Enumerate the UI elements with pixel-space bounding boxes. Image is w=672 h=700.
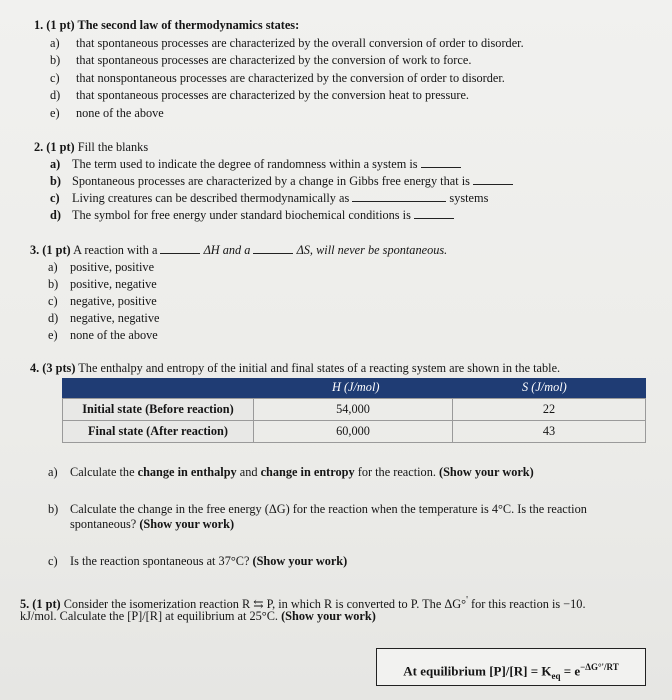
q1-option-d: d) that spontaneous processes are characterized by the conversion heat to pressure. [50,88,470,102]
answer-blank[interactable] [160,243,200,254]
q4-heading: 4. (3 pts) The enthalpy and entropy of the initial and final states of a reacting system are shown in the table. [30,361,561,375]
q5-line1: 5. (1 pt) Consider the isomerization reaction R ⇆ P, in which R is converted to P. The ΔG°' for this reaction is −10. [20,595,586,612]
q4-part-b-cont: spontaneous? (Show your work) [70,517,235,531]
table-row [63,399,646,421]
q1-heading: 1. (1 pt) The second law of thermodynamics states: [34,18,300,32]
answer-blank[interactable] [253,243,293,254]
header-h: H (J/mol) [332,380,380,394]
header-s: S (J/mol) [522,380,567,394]
q1-option-b: b) that spontaneous processes are characterized by the conversion of work to force. [50,53,472,67]
q3-option-d: d) negative, negative [48,311,160,325]
q3-option-a: a) positive, positive [48,260,155,274]
answer-blank[interactable] [414,208,454,219]
table-header [62,378,646,398]
q4-part-b: b) Calculate the change in the free energy (ΔG) for the reaction when the temperature is 4°C. Is the reaction [48,502,587,516]
q4-part-a: a) Calculate the change in enthalpy and change in entropy for the reaction. (Show your work) [48,465,534,479]
q2-item-c: c) Living creatures can be described thermodynamically as systems [50,191,489,205]
row-label: Final state (After reaction) [63,421,254,443]
q3-heading: 3. (1 pt) A reaction with a ΔH and a ΔS, will never be spontaneous. [30,243,448,257]
q2-item-b: b) Spontaneous processes are characterized by a change in Gibbs free energy that is [50,174,513,189]
q1-option-c: c) that nonspontaneous processes are characterized by the conversion of order to disorder. [50,71,505,85]
h-value: 60,000 [254,421,453,443]
equilibrium-formula: At equilibrium $[P]/[R] = K_{eq} = e^{-\Delta G^\circ'/RT}$ [376,648,646,686]
answer-blank[interactable] [352,191,446,202]
q1-option-a: a) that spontaneous processes are characterized by the overall conversion of order to disorder. [50,36,524,50]
q2-item-d: d) The symbol for free energy under standard biochemical conditions is [50,208,454,223]
s-value: 43 [453,421,646,443]
table-row [63,421,646,443]
h-value: 54,000 [254,399,453,421]
thermo-table [62,398,646,443]
q3-option-b: b) positive, negative [48,277,157,291]
row-label: Initial state (Before reaction) [63,399,254,421]
q1-option-e: e) none of the above [50,106,164,120]
q2-heading: 2. (1 pt) Fill the blanks [34,140,149,154]
q2-item-a: a) The term used to indicate the degree of randomness within a system is [50,157,461,172]
q5-line2: kJ/mol. Calculate the [P]/[R] at equilibrium at 25°C. (Show your work) [20,609,376,623]
answer-blank[interactable] [421,157,461,168]
q3-option-c: c) negative, positive [48,294,157,308]
answer-blank[interactable] [473,174,513,185]
q4-part-c: c) Is the reaction spontaneous at 37°C? (Show your work) [48,554,348,568]
s-value: 22 [453,399,646,421]
q3-option-e: e) none of the above [48,328,158,342]
